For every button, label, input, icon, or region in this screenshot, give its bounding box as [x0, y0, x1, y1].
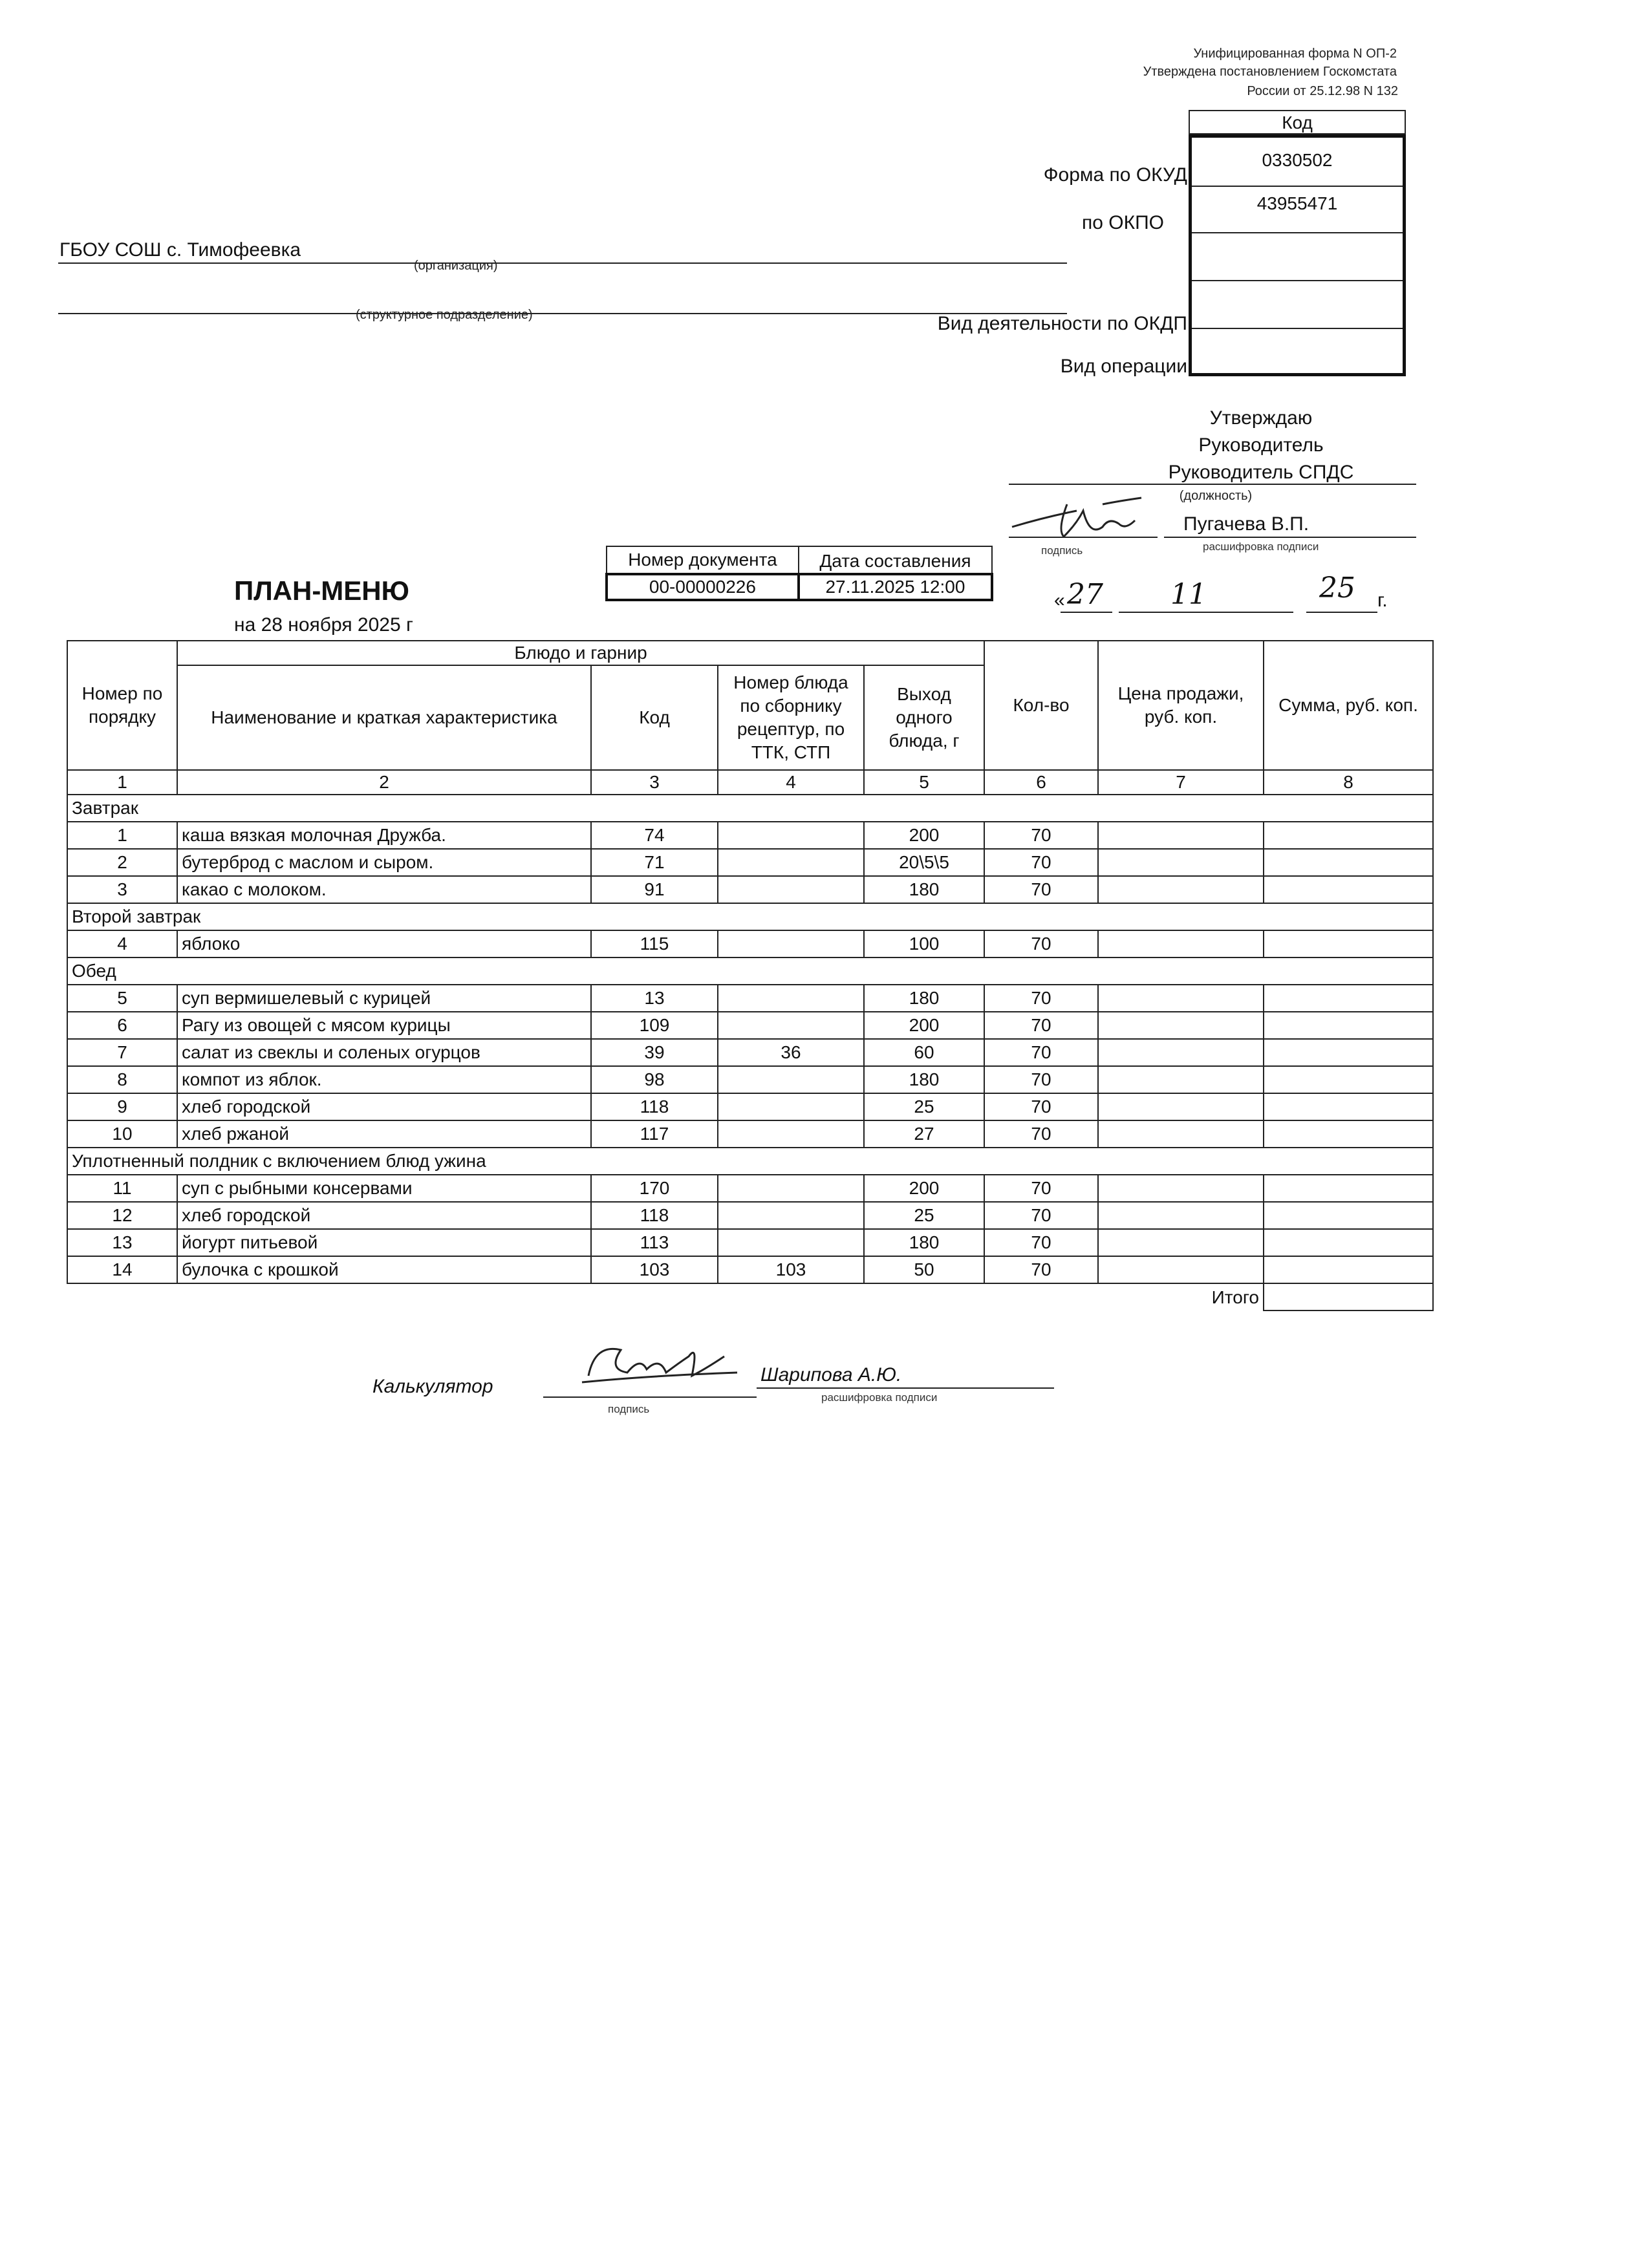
dish-qty: 70: [984, 1093, 1098, 1120]
table-row: [67, 876, 1433, 903]
dish-code: 13: [591, 985, 718, 1012]
dish-code: 74: [591, 822, 718, 849]
dish-name: Рагу из овощей с мясом курицы: [177, 1012, 591, 1039]
table-row: [67, 1093, 1433, 1120]
dish-code: 113: [591, 1229, 718, 1256]
date-open-quote: «: [1054, 590, 1065, 611]
dish-price: [1098, 876, 1264, 903]
dish-sum: [1264, 1093, 1433, 1120]
dish-yield: 180: [864, 1229, 984, 1256]
dish-sum: [1264, 1012, 1433, 1039]
dish-name: хлеб городской: [177, 1202, 591, 1229]
document-number: 00-00000226: [607, 574, 799, 600]
dish-qty: 70: [984, 822, 1098, 849]
dish-qty: 70: [984, 985, 1098, 1012]
header-num: Номер по порядку: [67, 641, 177, 770]
date-suffix: г.: [1377, 590, 1388, 611]
division-caption: (структурное подразделение): [356, 308, 533, 322]
table-row: [67, 1120, 1433, 1148]
okdp-value: [1192, 280, 1403, 329]
document-info: [605, 546, 993, 628]
column-number: 7: [1098, 770, 1264, 795]
dish-sum: [1264, 1175, 1433, 1202]
header-recipe: Номер блюда по сборнику рецептур, по ТТК, СТП: [718, 665, 864, 770]
dish-code: 39: [591, 1039, 718, 1066]
dish-name: суп вермишелевый с курицей: [177, 985, 591, 1012]
dish-price: [1098, 849, 1264, 876]
dish-name: хлеб городской: [177, 1093, 591, 1120]
form-header-line1: Унифицированная форма N ОП-2: [1193, 47, 1397, 61]
recipe-number: [718, 1229, 864, 1256]
approve-year: 25: [1319, 572, 1355, 604]
recipe-number: [718, 849, 864, 876]
dish-sum: [1264, 930, 1433, 957]
dish-qty: 70: [984, 1229, 1098, 1256]
row-number: 13: [67, 1229, 177, 1256]
column-number: 8: [1264, 770, 1433, 795]
dish-code: 91: [591, 876, 718, 903]
header-price: Цена продажи, руб. коп.: [1098, 641, 1264, 770]
column-number: 2: [177, 770, 591, 795]
table-row: [67, 1175, 1433, 1202]
row-number: 4: [67, 930, 177, 957]
column-number: 3: [591, 770, 718, 795]
dish-price: [1098, 985, 1264, 1012]
recipe-number: [718, 1093, 864, 1120]
dish-yield: 180: [864, 985, 984, 1012]
form-header-line2: Утверждена постановлением Госкомстата: [1143, 65, 1397, 79]
approve-month: 11: [1170, 578, 1207, 611]
dish-yield: 200: [864, 1012, 984, 1039]
approve-label: Утверждаю: [1209, 407, 1313, 429]
dish-qty: 70: [984, 1039, 1098, 1066]
section-row: [67, 903, 1433, 930]
section-title: Уплотненный полдник с включением блюд ужина: [67, 1148, 1433, 1175]
dish-yield: 100: [864, 930, 984, 957]
dish-yield: 200: [864, 1175, 984, 1202]
dish-price: [1098, 1066, 1264, 1093]
dish-yield: 50: [864, 1256, 984, 1283]
dish-price: [1098, 1202, 1264, 1229]
row-number: 1: [67, 822, 177, 849]
dish-sum: [1264, 876, 1433, 903]
row-number: 8: [67, 1066, 177, 1093]
dish-qty: 70: [984, 1012, 1098, 1039]
dish-qty: 70: [984, 1120, 1098, 1148]
recipe-number: [718, 930, 864, 957]
recipe-number: [718, 1012, 864, 1039]
calculator-name: Шарипова А.Ю.: [760, 1364, 902, 1385]
row-number: 2: [67, 849, 177, 876]
dish-code: 71: [591, 849, 718, 876]
section-title: Второй завтрак: [67, 903, 1433, 930]
recipe-number: [718, 1066, 864, 1093]
document-date-label: Дата составления: [799, 546, 992, 574]
header-name: Наименование и краткая характеристика: [177, 665, 591, 770]
row-number: 10: [67, 1120, 177, 1148]
dish-qty: 70: [984, 1066, 1098, 1093]
dish-price: [1098, 1093, 1264, 1120]
recipe-number: [718, 1120, 864, 1148]
recipe-number: [718, 985, 864, 1012]
section-row: [67, 1148, 1433, 1175]
recipe-number: 103: [718, 1256, 864, 1283]
approve-position: Руководитель СПДС: [1168, 462, 1354, 483]
dish-code: 115: [591, 930, 718, 957]
dish-code: 109: [591, 1012, 718, 1039]
section-row: [67, 957, 1433, 985]
dish-code: 118: [591, 1093, 718, 1120]
dish-code: 170: [591, 1175, 718, 1202]
total-row: [67, 1283, 1433, 1311]
dish-name: бутерброд с маслом и сыром.: [177, 849, 591, 876]
okud-value: 0330502: [1192, 138, 1403, 187]
row-number: 5: [67, 985, 177, 1012]
table-row: [67, 1012, 1433, 1039]
dish-qty: 70: [984, 1202, 1098, 1229]
calculator-label: Калькулятор: [372, 1376, 493, 1397]
column-number: 1: [67, 770, 177, 795]
header-yield: Выход одного блюда, г: [864, 665, 984, 770]
row-number: 12: [67, 1202, 177, 1229]
dish-name: компот из яблок.: [177, 1066, 591, 1093]
calculator-name-caption: расшифровка подписи: [821, 1391, 938, 1404]
dish-qty: 70: [984, 1175, 1098, 1202]
dish-qty: 70: [984, 876, 1098, 903]
dish-yield: 200: [864, 822, 984, 849]
dish-name: салат из свеклы и соленых огурцов: [177, 1039, 591, 1066]
table-row: [67, 1066, 1433, 1093]
recipe-number: 36: [718, 1039, 864, 1066]
section-title: Завтрак: [67, 795, 1433, 822]
recipe-number: [718, 822, 864, 849]
table-row: [67, 1039, 1433, 1066]
dish-sum: [1264, 1256, 1433, 1283]
director-name-caption: расшифровка подписи: [1203, 540, 1319, 553]
dish-sum: [1264, 1229, 1433, 1256]
header-qty: Кол-во: [984, 641, 1098, 770]
dish-yield: 27: [864, 1120, 984, 1148]
table-row: [67, 1256, 1433, 1283]
dish-yield: 60: [864, 1039, 984, 1066]
table-row: [67, 1202, 1433, 1229]
dish-code: 118: [591, 1202, 718, 1229]
okpo-value: 43955471: [1192, 186, 1403, 233]
page-subtitle-date: на 28 ноября 2025 г: [234, 614, 413, 636]
okpo-label: по ОКПО: [1082, 212, 1164, 233]
dish-yield: 25: [864, 1093, 984, 1120]
dish-qty: 70: [984, 849, 1098, 876]
row-number: 7: [67, 1039, 177, 1066]
dish-code: 103: [591, 1256, 718, 1283]
menu-table: [67, 640, 1434, 1311]
section-row: [67, 795, 1433, 822]
approve-role: Руководитель: [1198, 434, 1324, 456]
dish-price: [1098, 1012, 1264, 1039]
dish-code: 98: [591, 1066, 718, 1093]
dish-price: [1098, 930, 1264, 957]
total-value: [1264, 1283, 1433, 1311]
dish-sum: [1264, 1120, 1433, 1148]
okud-label: Форма по ОКУД: [1043, 164, 1187, 186]
header-code: Код: [591, 665, 718, 770]
dish-sum: [1264, 849, 1433, 876]
dish-yield: 25: [864, 1202, 984, 1229]
dish-sum: [1264, 985, 1433, 1012]
dish-sum: [1264, 1202, 1433, 1229]
page-title: ПЛАН-МЕНЮ: [234, 575, 409, 606]
calculator-signature-caption: подпись: [608, 1403, 650, 1415]
dish-price: [1098, 1120, 1264, 1148]
code-header: Код: [1189, 110, 1406, 134]
director-signature: [1006, 491, 1161, 543]
dish-name: какао с молоком.: [177, 876, 591, 903]
dish-name: булочка с крошкой: [177, 1256, 591, 1283]
document-date: 27.11.2025 12:00: [799, 574, 992, 600]
recipe-number: [718, 876, 864, 903]
operation-value: [1192, 328, 1403, 373]
code-box: [1189, 110, 1406, 376]
dish-name: яблоко: [177, 930, 591, 957]
organization-name: ГБОУ СОШ с. Тимофеевка: [59, 239, 301, 261]
dish-price: [1098, 1229, 1264, 1256]
dish-name: каша вязкая молочная Дружба.: [177, 822, 591, 849]
dish-price: [1098, 1039, 1264, 1066]
column-number: 6: [984, 770, 1098, 795]
dish-qty: 70: [984, 1256, 1098, 1283]
row-number: 14: [67, 1256, 177, 1283]
section-title: Обед: [67, 957, 1433, 985]
director-name: Пугачева В.П.: [1183, 513, 1310, 535]
dish-yield: 180: [864, 876, 984, 903]
dish-name: йогурт питьевой: [177, 1229, 591, 1256]
header-group: Блюдо и гарнир: [177, 641, 984, 665]
dish-sum: [1264, 1066, 1433, 1093]
dish-qty: 70: [984, 930, 1098, 957]
table-row: [67, 822, 1433, 849]
row-number: 11: [67, 1175, 177, 1202]
recipe-number: [718, 1175, 864, 1202]
calculator-signature: [569, 1337, 763, 1395]
dish-sum: [1264, 1039, 1433, 1066]
table-row: [67, 1229, 1433, 1256]
dish-price: [1098, 1256, 1264, 1283]
row-number: 6: [67, 1012, 177, 1039]
dish-name: хлеб ржаной: [177, 1120, 591, 1148]
dish-yield: 20\5\5: [864, 849, 984, 876]
position-caption: (должность): [1179, 489, 1253, 503]
form-header-line3: России от 25.12.98 N 132: [1247, 84, 1398, 98]
approve-day: 27: [1067, 578, 1103, 611]
dish-price: [1098, 1175, 1264, 1202]
column-number: 5: [864, 770, 984, 795]
table-row: [67, 849, 1433, 876]
table-row: [67, 930, 1433, 957]
organization-caption: (организация): [414, 259, 498, 273]
dish-price: [1098, 822, 1264, 849]
dish-name: суп с рыбными консервами: [177, 1175, 591, 1202]
dish-yield: 180: [864, 1066, 984, 1093]
total-label: Итого: [67, 1283, 1264, 1311]
dish-sum: [1264, 822, 1433, 849]
table-row: [67, 985, 1433, 1012]
row-number: 9: [67, 1093, 177, 1120]
empty-code-cell: [1192, 232, 1403, 281]
director-signature-caption: подпись: [1041, 544, 1083, 557]
column-number: 4: [718, 770, 864, 795]
okdp-label: Вид деятельности по ОКДП: [937, 313, 1187, 334]
header-sum: Сумма, руб. коп.: [1264, 641, 1433, 770]
recipe-number: [718, 1202, 864, 1229]
dish-code: 117: [591, 1120, 718, 1148]
document-number-label: Номер документа: [607, 546, 799, 574]
operation-label: Вид операции: [1060, 356, 1187, 377]
row-number: 3: [67, 876, 177, 903]
